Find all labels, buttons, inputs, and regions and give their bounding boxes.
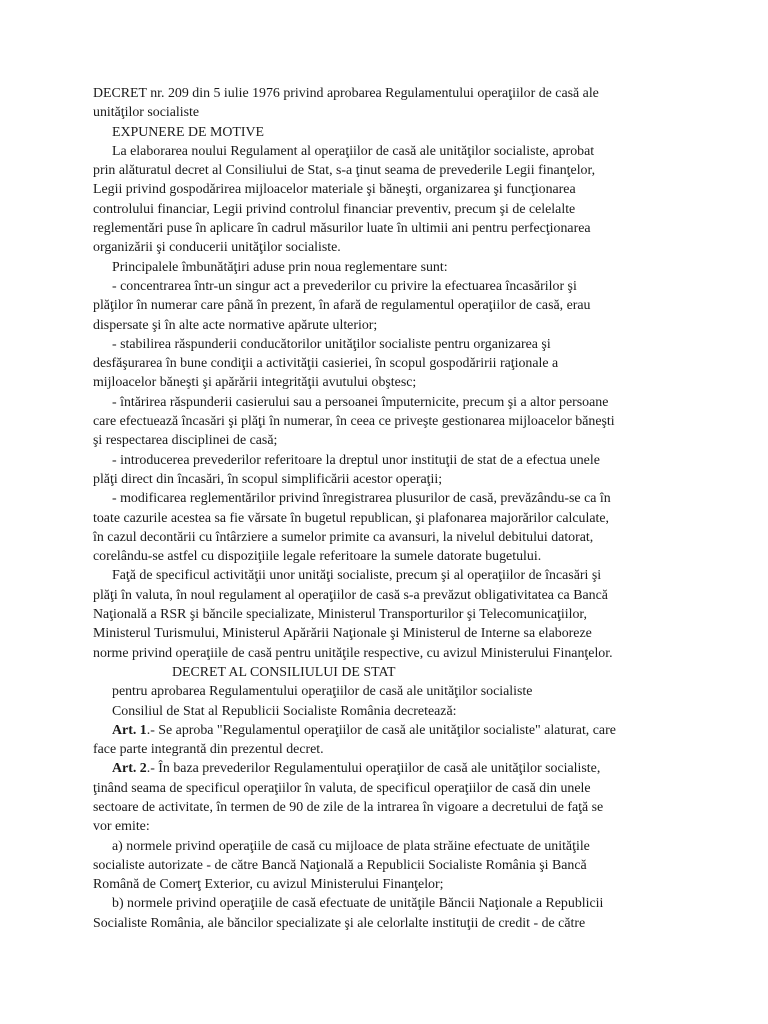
title-line: DECRET nr. 209 din 5 iulie 1976 privind aprobarea Regulamentului operaţiilor de casă ale	[93, 86, 599, 101]
text-line: Naţională a RSR şi băncile specializate, Ministerul Transporturilor şi Telecomunicaţiilor,	[93, 607, 587, 623]
bullet-item	[93, 489, 648, 566]
text-line: sectoare de activitate, în termen de 90 de zile de la intrarea în vigoare a decretului de faţă se	[93, 799, 604, 815]
article-label: Art. 2	[112, 761, 147, 777]
text-line: mijloacelor băneşti şi apărării integrităţii avutului obştesc;	[93, 375, 417, 391]
text-line: - întărirea răspunderii casierului sau a persoanei împuternicite, precum şi a altor persoane	[112, 394, 609, 410]
text-line: socialiste autorizate - de către Bancă Naţională a Republicii Socialiste România şi Bancă	[93, 857, 587, 873]
paragraph-improvements-intro: Principalele îmbunătăţiri aduse prin noua reglementare sunt:	[112, 259, 448, 275]
decree-subtitle: pentru aprobarea Regulamentului operaţiilor de casă ale unităţilor socialiste	[112, 684, 533, 700]
text-line: ţinând seama de specificul operaţiilor în valuta, de specificul operaţiilor de casă din unele	[93, 780, 591, 796]
bullet-item	[93, 335, 648, 393]
text-line: prin alăturatul decret al Consiliului de Stat, s-a ţinut seama de prevederile Legii finanţelor,	[93, 163, 596, 179]
paragraph-intro	[93, 142, 648, 258]
bullet-item	[93, 277, 648, 335]
text-line: Legii privind gospodărirea mijloacelor materiale şi băneşti, organizarea şi funcţionarea	[93, 182, 576, 198]
text-line: b) normele privind operaţiile de casă efectuate de unităţile Băncii Naţionale a Republicii	[112, 896, 604, 912]
text-line: Faţă de specificul activităţii unor unităţi socialiste, precum şi al operaţiilor de încasări şi	[112, 568, 602, 584]
list-item-b	[93, 894, 648, 933]
text-line: a) normele privind operaţiile de casă cu mijloace de plata străine efectuate de unităţile	[112, 838, 590, 854]
text-line: controlului financiar, Legii privind controlul financiar preventiv, precum şi de celelalte	[93, 201, 576, 217]
text-line: reglementări puse în aplicare în cadrul măsurilor luate în ultimii ani pentru perfecţionarea	[93, 221, 591, 237]
document-title	[93, 84, 648, 123]
article-1	[93, 721, 648, 760]
article-text: .- Se aproba "Regulamentul operaţiilor de casă ale unităţilor socialiste" alaturat, care	[146, 722, 616, 738]
text-line: toate cazurile acestea sa fie vărsate în bugetul republican, şi plafonarea majorărilor calculate,	[93, 510, 610, 526]
text-line: - modificarea reglementărilor privind înregistrarea plusurilor de casă, prevăzându-se ca în	[112, 491, 611, 507]
list-item-a	[93, 837, 648, 895]
text-line	[93, 721, 648, 740]
article-label: Art. 1	[112, 722, 147, 738]
text-line: corelându-se astfel cu dispoziţiile legale referitoare la sumele datorate bugetului.	[93, 549, 542, 565]
text-line: - introducerea prevederilor referitoare la dreptul unor instituţii de stat de a efectua unele	[112, 452, 600, 468]
text-line: Ministerul Turismului, Ministerul Apărării Naţionale şi Ministerul de Interne sa elaboreze	[93, 626, 592, 642]
decree-preamble: Consiliul de Stat al Republicii Socialiste România decretează:	[112, 703, 457, 719]
text-line: plăţi direct din încasări, în scopul simplificării acestor operaţii;	[93, 471, 443, 487]
text-line: şi respectarea disciplinei de casă;	[93, 433, 278, 449]
paragraph-specific	[93, 566, 648, 662]
text-line	[93, 759, 648, 778]
text-line: care efectuează încasări şi plăţi în numerar, în ceea ce priveşte gestionarea mijloacelor băneşti	[93, 414, 615, 430]
bullet-item	[93, 393, 648, 451]
text-line: plăţilor în numerar care până în prezent, în afară de regulamentul operaţiilor de casă, erau	[93, 298, 591, 314]
text-line: în cazul decontării cu întârziere a sumelor primite ca avansuri, la nivelul debitului datorat,	[93, 529, 594, 545]
text-line: dispersate şi în alte acte normative apărute ulterior;	[93, 317, 378, 333]
article-text: .- În baza prevederilor Regulamentului operaţiilor de casă ale unităţilor socialiste,	[146, 761, 601, 777]
text-line: Socialiste România, ale băncilor specializate şi ale celorlalte instituţii de credit - de către	[93, 915, 586, 931]
decree-heading: DECRET AL CONSILIULUI DE STAT	[172, 664, 396, 680]
section-heading: EXPUNERE DE MOTIVE	[112, 124, 265, 140]
text-line: - stabilirea răspunderii conducătorilor unităţilor socialiste pentru organizarea şi	[112, 336, 551, 352]
title-line: unităţilor socialiste	[93, 105, 200, 121]
text-line: plăţi în valuta, în noul regulament al operaţiilor de casă s-a prevăzut obligativitatea ca Bancă	[93, 587, 608, 603]
text-line: desfăşurarea în bune condiţii a activităţii casieriei, în scopul gospodăririi raţionale a	[93, 356, 559, 372]
text-line: norme privind operaţiile de casă pentru unităţile respective, cu avizul Ministerului Finanţelor.	[93, 645, 613, 661]
text-line: organizării şi conducerii unităţilor socialiste.	[93, 240, 341, 256]
text-line: vor emite:	[93, 819, 150, 835]
text-line: - concentrarea într-un singur act a prevederilor cu privire la efectuarea încasărilor şi	[112, 278, 577, 294]
text-line: face parte integrantă din prezentul decret.	[93, 742, 324, 758]
bullet-item	[93, 451, 648, 490]
text-line: La elaborarea noului Regulament al operaţiilor de casă ale unităţilor socialiste, aprobat	[112, 143, 595, 159]
text-line: Română de Comerţ Exterior, cu avizul Ministerului Finanţelor;	[93, 877, 444, 893]
article-2	[93, 759, 648, 836]
